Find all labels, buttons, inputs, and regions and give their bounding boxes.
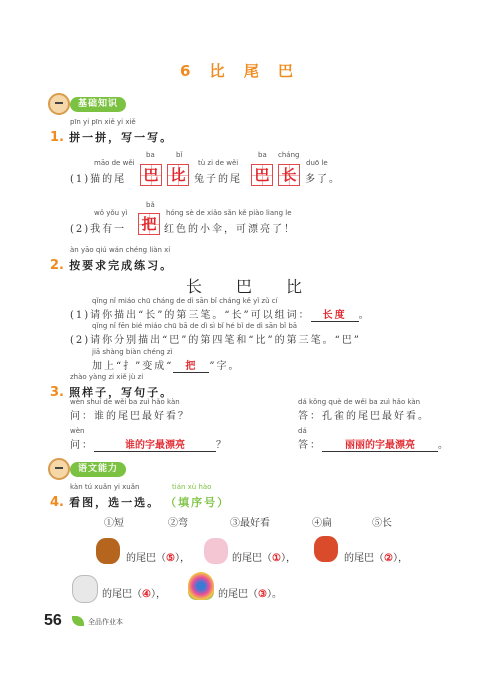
q2-line3-b: ”字。 (209, 361, 241, 372)
q4-heading (50, 491, 230, 510)
answer-blank[interactable]: 谁的字最漂亮 (94, 436, 216, 452)
q2-l2-pinyin: qǐng nǐ fēn bié miáo chū bā de dì sì bǐ hé bǐ de dì sān bǐ bā (92, 322, 298, 330)
q3-l2-question-label: 问： (70, 440, 94, 451)
q2-line3-a: 加上“扌”变成“ (92, 361, 174, 372)
q3-l2-answer-end: 。 (438, 440, 450, 451)
section-badge-basic: 基础知识 (70, 97, 126, 112)
answer-box[interactable]: 长 (278, 164, 300, 186)
q4-item (344, 549, 408, 564)
answer-box[interactable]: 巴 (251, 164, 273, 186)
q1-line1-a: (1)猫的尾 (70, 174, 127, 185)
q4-item-label: 的尾巴（ (126, 553, 166, 564)
q4-item-end: ）， (392, 553, 408, 564)
q1-l2-pinyin-b: hóng sè de xiǎo sǎn kě piào liang le (166, 209, 292, 217)
answer-box[interactable]: 比 (167, 164, 189, 186)
option: ③最好看 (230, 518, 270, 529)
q1-line1-c: 多了。 (305, 174, 341, 185)
brand-name: 全品作业本 (88, 618, 123, 626)
q2-line1-end: 。 (358, 310, 371, 321)
duck-icon (72, 575, 98, 603)
section-badge-ability: 语文能力 (70, 462, 126, 477)
q4-item-answer[interactable]: ① (272, 553, 281, 564)
q4-hint: （填序号） (165, 496, 231, 509)
q1-pinyin: pīn yi pīn xiě yi xiě (70, 118, 136, 126)
q2-pinyin: àn yāo qiú wán chéng liàn xí (70, 246, 171, 254)
q1-l1-pinyin-d: tù zi de wěi (198, 159, 239, 167)
q2-l3-pinyin: jiā shàng biàn chéng zì (92, 348, 173, 356)
q1-l2-pinyin-top: bǎ (146, 201, 155, 209)
q4-item (102, 585, 166, 600)
q3-l1-answer: 答：孔雀的尾巴最好看。 (298, 411, 430, 422)
trace-char: 巴 (236, 277, 253, 296)
mascot-icon (48, 93, 70, 115)
q4-item-answer[interactable]: ④ (142, 589, 151, 600)
answer-box[interactable]: 把 (138, 213, 160, 235)
peacock-icon (188, 572, 214, 600)
q4-item-answer[interactable]: ③ (258, 589, 267, 600)
q3-number: 3. (50, 385, 64, 400)
q1-l1-pinyin-f: cháng (278, 151, 300, 159)
q4-item-label: 的尾巴（ (344, 553, 384, 564)
q2-line2: (2)请你分别描出“巴”的第四笔和“比”的第三笔。“巴” (70, 335, 361, 346)
q4-pinyin-hint: tián xù hào (172, 483, 212, 491)
q1-number: 1. (50, 130, 64, 145)
rabbit-icon (204, 538, 228, 564)
q1-l1-pinyin-g: duō le (306, 159, 328, 167)
q4-item (126, 549, 190, 564)
option: ②弯 (168, 518, 188, 529)
q2-l1-pinyin: qǐng nǐ miáo chū cháng de dì sān bǐ cháng kě yǐ zǔ cí (92, 297, 278, 305)
q4-number: 4. (50, 495, 64, 510)
trace-char: 长 (186, 277, 203, 296)
q1-line2-a: (2)我有一 (70, 224, 127, 235)
q1-l1-pinyin-b: ba (146, 151, 155, 159)
q3-l2-question-end: ？ (216, 440, 228, 451)
answer-box[interactable]: 巴 (140, 164, 162, 186)
q3-l1-question: 问：谁的尾巴最好看？ (70, 411, 190, 422)
q3-pinyin: zhào yàng zi xiě jù zi (70, 373, 144, 381)
answer-blank[interactable]: 长度 (311, 306, 359, 322)
q1-l1-pinyin-e: ba (258, 151, 267, 159)
q4-item-label: 的尾巴（ (102, 589, 142, 600)
q1-l2-pinyin-a: wǒ yǒu yì (94, 209, 128, 217)
q1-text: 拼一拼，写一写。 (69, 131, 174, 144)
monkey-icon (96, 538, 120, 564)
q4-item-end: ）， (174, 553, 190, 564)
q1-heading (50, 126, 173, 145)
q3-l2-pinyin-b: dá (298, 427, 307, 435)
trace-char: 比 (286, 277, 303, 296)
q3-l2-question (70, 436, 228, 452)
q3-l2-answer-label: 答： (298, 440, 322, 451)
q1-l1-pinyin-a: māo de wěi (94, 159, 135, 167)
q2-line1-text: (1)请你描出“长”的第三笔。“长”可以组词： (70, 310, 311, 321)
q3-l1-pinyin-a: wèn shuí de wěi ba zuì hǎo kàn (70, 398, 180, 406)
q4-item-label: 的尾巴（ (218, 589, 258, 600)
q1-l1-pinyin-c: bǐ (176, 151, 183, 159)
option: ④扁 (312, 518, 332, 529)
option: ①短 (104, 518, 124, 529)
q3-l1-pinyin-b: dá kǒng què de wěi ba zuì hǎo kàn (298, 398, 421, 406)
q3-l2-pinyin-a: wèn (70, 427, 85, 435)
q2-line3 (92, 357, 240, 373)
page-title: 6 比 尾 巴 (179, 62, 301, 80)
q4-item-end: ）， (280, 553, 296, 564)
q4-item-end: ）， (150, 589, 166, 600)
mascot-icon (48, 458, 70, 480)
q4-item-label: 的尾巴（ (232, 553, 272, 564)
q4-item (232, 549, 296, 564)
answer-blank[interactable]: 把 (173, 357, 209, 373)
q4-item-answer[interactable]: ⑤ (166, 553, 175, 564)
leaf-icon (72, 616, 84, 626)
q4-item (218, 585, 282, 600)
q2-number: 2. (50, 258, 64, 273)
q1-line2-b: 红色的小伞，可漂亮了！ (164, 224, 296, 235)
q4-item-answer[interactable]: ② (384, 553, 393, 564)
q4-item-end: ）。 (266, 589, 282, 600)
q2-heading (50, 254, 173, 273)
q4-text: 看图，选一选。 (69, 496, 161, 509)
page-number: 56 (44, 612, 62, 629)
q4-pinyin: kàn tú xuǎn yi xuǎn (70, 483, 140, 491)
answer-blank[interactable]: 丽丽的字最漂亮 (322, 436, 438, 452)
option: ⑤长 (372, 518, 392, 529)
q1-line1-b: 兔子的尾 (194, 174, 242, 185)
q2-text: 按要求完成练习。 (69, 259, 174, 272)
q3-l2-answer (298, 436, 450, 452)
q3-text: 照样子，写句子。 (69, 386, 174, 399)
rooster-icon (314, 536, 338, 562)
q2-line1 (70, 306, 371, 322)
